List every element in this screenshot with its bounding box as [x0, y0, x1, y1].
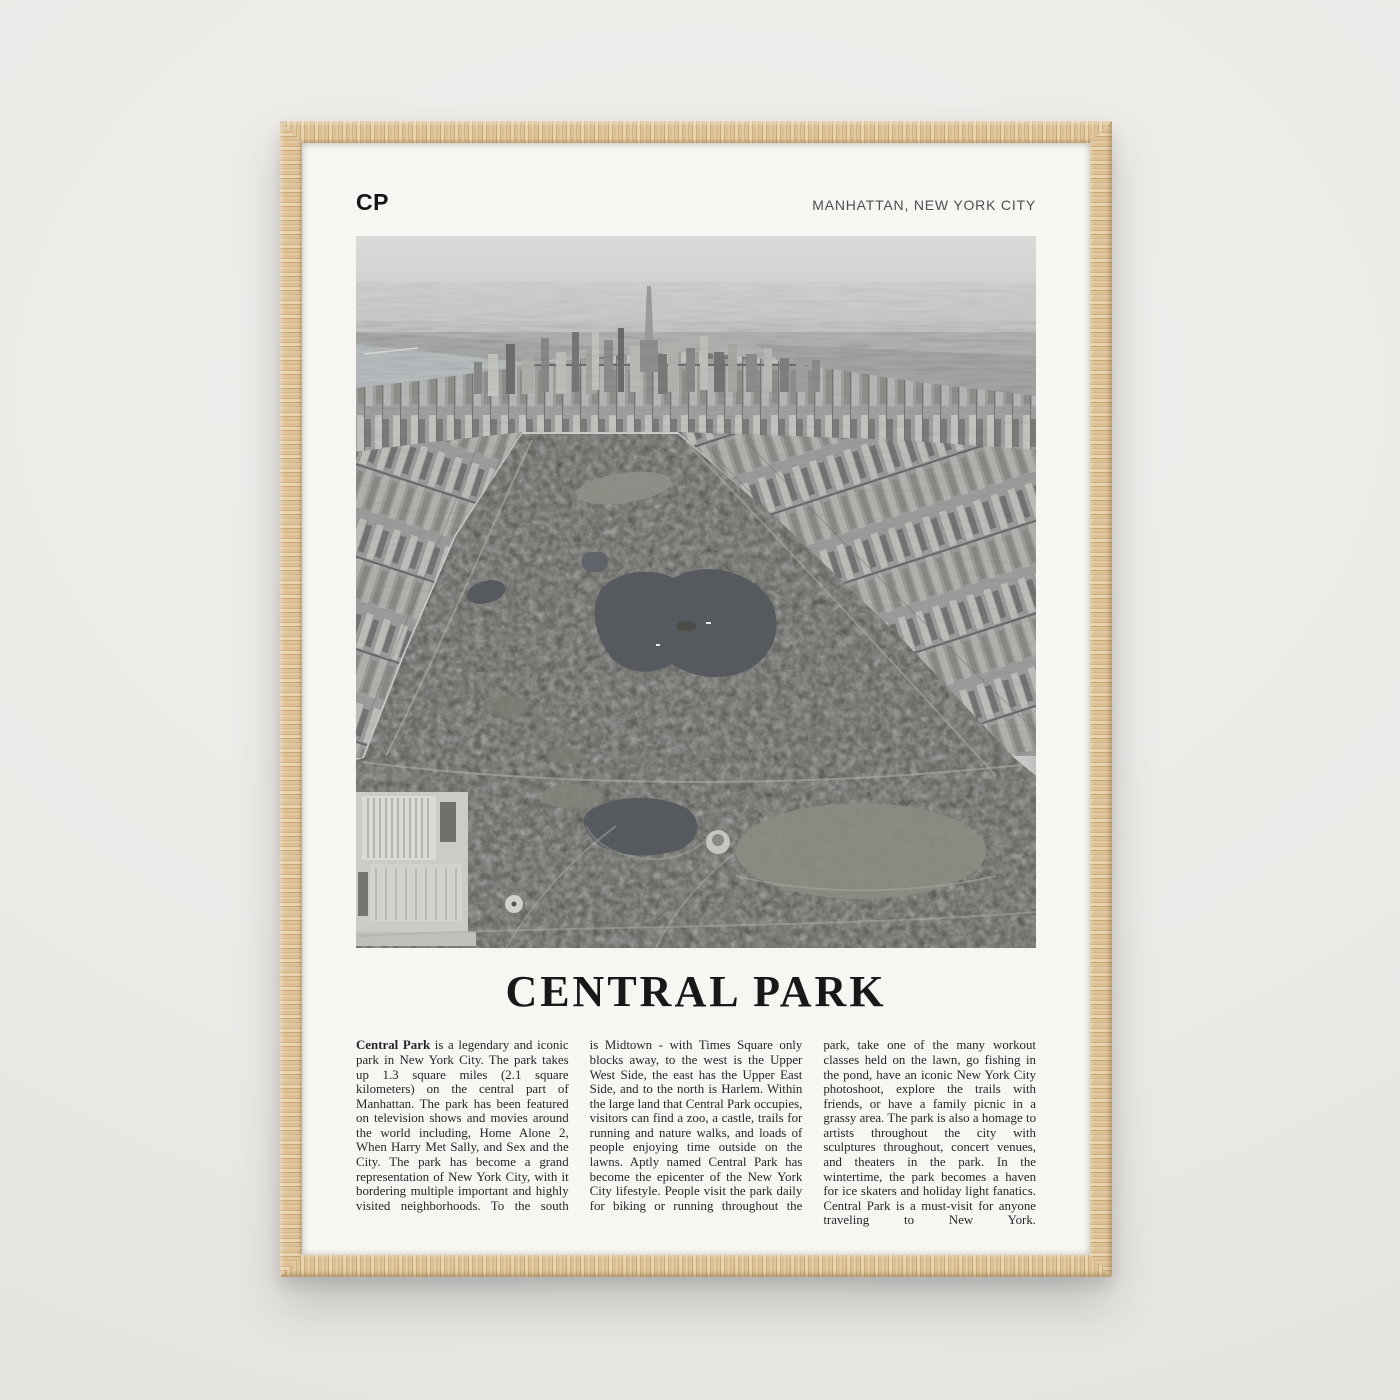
frame-top-rail: [280, 121, 1112, 143]
poster-header: [356, 189, 1036, 216]
poster: [302, 143, 1090, 1255]
poster-logo: CP: [356, 189, 389, 215]
poster-location: MANHATTAN, NEW YORK CITY: [812, 197, 1036, 213]
poster-title: CENTRAL PARK: [505, 967, 887, 1016]
met-museum: [356, 792, 476, 946]
article-column-3: park, take one of the many workout classes held on the lawn, go fishing in the pond, have an iconic New York City photoshoot, explore the trails with friends, or have a family picnic in a grassy area. The park is also a homage to artists throughout the city with sculptures throughout, concert venues, and theaters in the park. In the wintertime, the park becomes a haven for ice skaters and holiday light fanatics. Central Park is a must-visit for anyone traveling to New York.: [823, 1038, 1037, 1228]
article-lead-bold: Central Park: [356, 1038, 431, 1053]
article: [356, 1038, 1036, 1228]
picture-frame: [280, 121, 1112, 1277]
frame-left-rail: [280, 121, 302, 1277]
central-park-aerial-photo: [356, 236, 1036, 948]
article-column-2: is Midtown - with Times Square only blocks away, to the west is the Upper West Side, the east has the Upper East Side, and to the north is Harlem. Within the large land that Central Park occupies, visitors can find a zoo, a castle, trails for running and nature walks, and loads of people enjoying time outside on the lawns. Aptly named Central Park has become the epicenter of the New York City lifestyle. People visit the park daily for biking or running throughout the: [589, 1038, 803, 1213]
article-column-1-text: is a legendary and iconic park in New York City. The park takes up 1.3 square miles (2.1 square kilometers) on the central part of Manhattan. The park has been featured on television shows and movies around the world including, Home Alone 2, When Harry Met Sally, and Sex and the City. The park has become a grand representation of New York City, with it bordering multiple important and highly visited neighborhoods. To the south: [356, 1038, 569, 1213]
frame-bottom-rail: [280, 1255, 1112, 1277]
aerial-photo-illustration: [356, 236, 1036, 948]
article-column-1: [356, 1038, 569, 1228]
frame-right-rail: [1090, 121, 1112, 1277]
